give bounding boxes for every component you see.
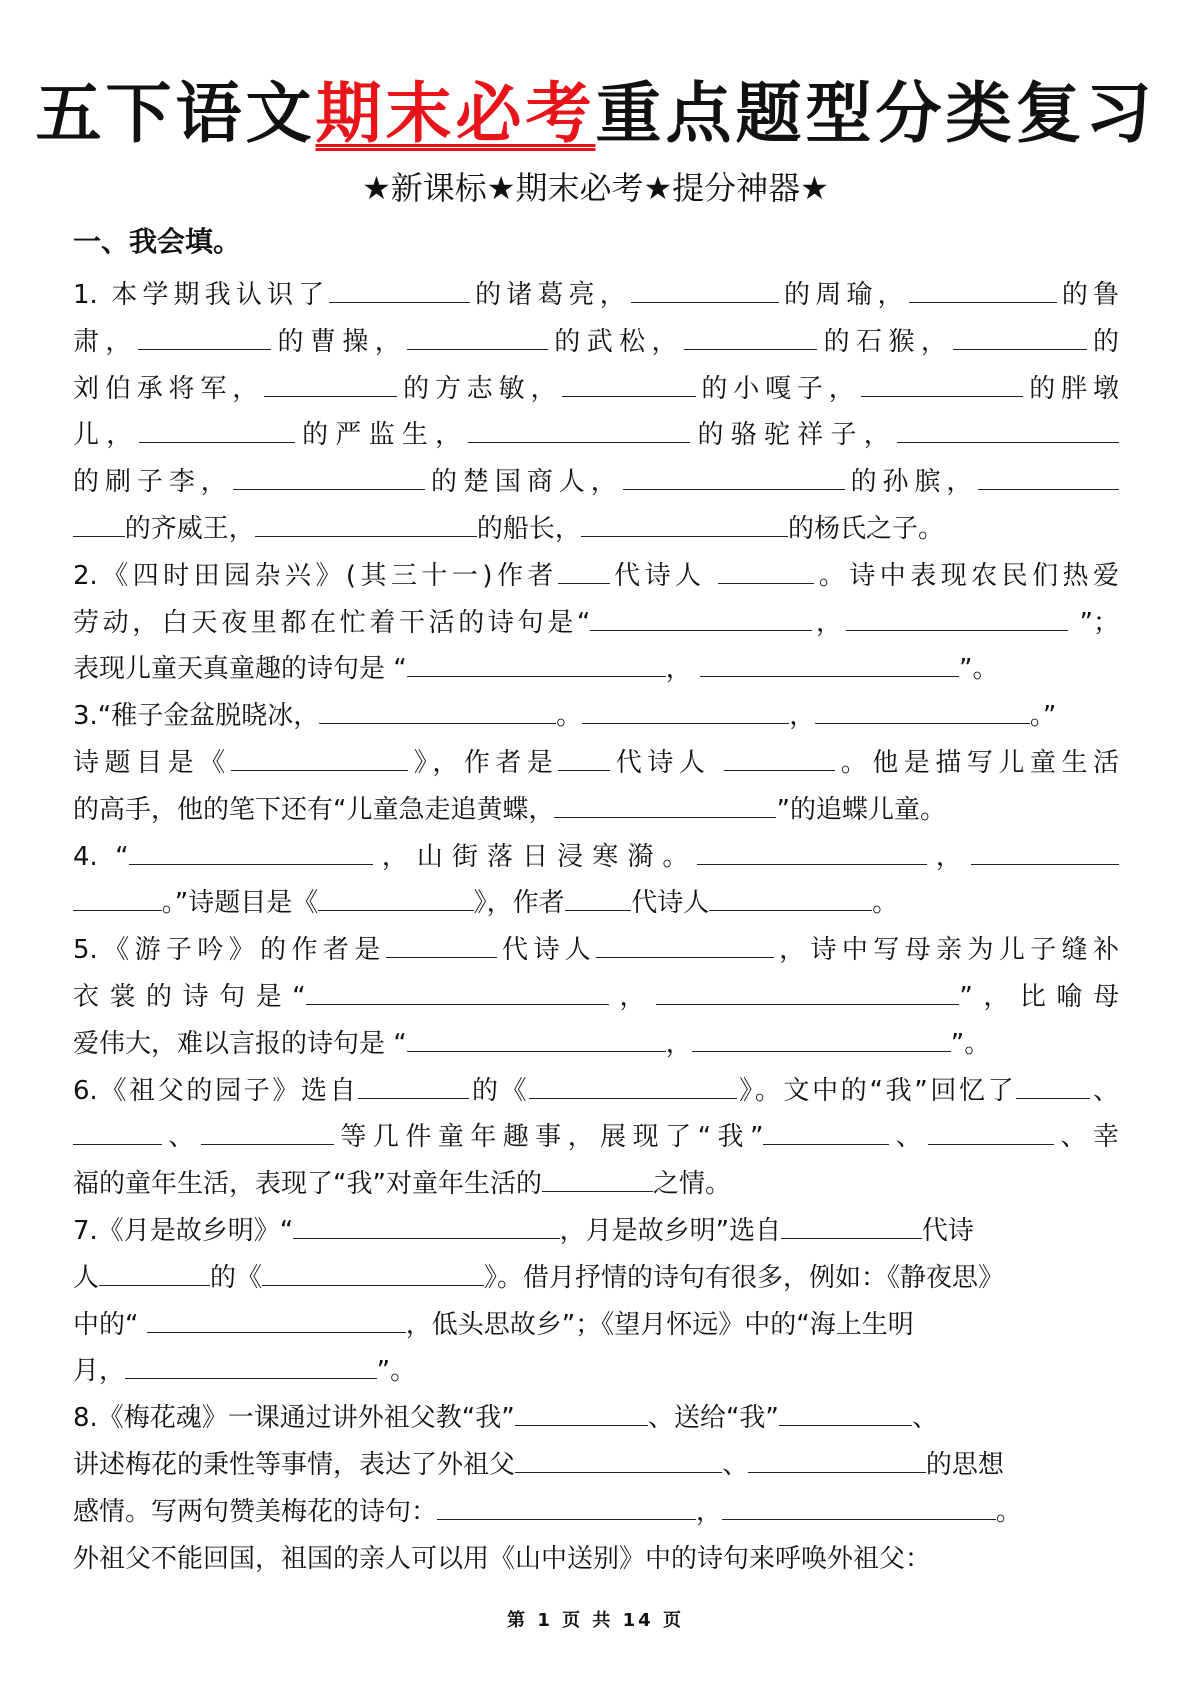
answer-blank[interactable] bbox=[953, 327, 1086, 350]
answer-blank[interactable] bbox=[763, 1122, 889, 1145]
line-text: ”的追蝶儿童。 bbox=[776, 794, 946, 825]
answer-blank[interactable] bbox=[468, 420, 690, 443]
answer-blank[interactable] bbox=[386, 935, 497, 958]
line-text: 的《 bbox=[469, 1075, 530, 1106]
answer-blank[interactable] bbox=[306, 982, 609, 1005]
title-part-1: 五下语文 bbox=[35, 75, 316, 152]
text-line bbox=[73, 1395, 1119, 1442]
answer-blank[interactable] bbox=[781, 1216, 922, 1239]
answer-blank[interactable] bbox=[264, 374, 397, 397]
answer-blank[interactable] bbox=[318, 888, 473, 911]
answer-blank[interactable] bbox=[554, 795, 776, 818]
line-text: ，诗中写母亲为儿子缝补 bbox=[773, 935, 1119, 966]
line-text: ， bbox=[926, 841, 971, 872]
line-text: 的周瑜， bbox=[778, 280, 909, 310]
section-heading: 一、我会填。 bbox=[73, 225, 242, 258]
text-line bbox=[73, 646, 1119, 693]
line-text: ， bbox=[665, 654, 701, 685]
line-text: 8.《梅花魂》一课通过讲外祖父教“我” bbox=[73, 1403, 515, 1434]
text-line bbox=[73, 600, 1119, 647]
line-text: 4. “ bbox=[73, 841, 129, 872]
text-line bbox=[73, 412, 1119, 459]
line-text: ， bbox=[789, 701, 816, 732]
answer-blank[interactable] bbox=[692, 1029, 951, 1052]
line-text: 的诸葛亮， bbox=[469, 280, 631, 310]
line-text: ”； bbox=[1067, 607, 1119, 638]
line-text: 代诗 bbox=[921, 1215, 974, 1246]
answer-blank[interactable] bbox=[529, 1076, 736, 1099]
answer-blank[interactable] bbox=[73, 1122, 162, 1145]
line-text: 》。文中的“我”回忆了 bbox=[736, 1075, 1017, 1106]
answer-blank[interactable] bbox=[861, 374, 1024, 397]
answer-blank[interactable] bbox=[596, 935, 774, 958]
answer-blank[interactable] bbox=[139, 420, 294, 443]
answer-blank[interactable] bbox=[138, 327, 271, 350]
text-line bbox=[73, 319, 1119, 366]
line-text: 之情。 bbox=[652, 1169, 731, 1200]
line-text: 、幸 bbox=[1054, 1122, 1119, 1153]
line-text: 爱伟大，难以言报的诗句是 “ bbox=[73, 1028, 407, 1059]
line-text: 讲述梅花的秉性等事情，表达了外祖父 bbox=[73, 1449, 516, 1480]
line-text: 、 bbox=[161, 1122, 201, 1153]
line-text: 儿， bbox=[73, 420, 140, 451]
line-text: 、 bbox=[1090, 1075, 1119, 1106]
line-text: ，山街落日浸寒漪。 bbox=[372, 841, 698, 872]
line-text: 代诗人 bbox=[496, 935, 597, 966]
answer-blank[interactable] bbox=[700, 654, 959, 677]
answer-blank[interactable] bbox=[262, 1263, 484, 1286]
line-text: 代诗人 bbox=[610, 747, 725, 778]
line-text: 代诗人 bbox=[631, 888, 710, 919]
answer-blank[interactable] bbox=[515, 1450, 722, 1473]
text-line bbox=[73, 974, 1119, 1021]
line-text: ， bbox=[812, 607, 846, 638]
text-line bbox=[73, 1208, 1119, 1255]
line-text: ， bbox=[608, 981, 657, 1012]
answer-blank[interactable] bbox=[971, 842, 1119, 865]
line-text: 的严监生， bbox=[294, 420, 469, 451]
line-text: 代诗人 bbox=[609, 560, 719, 591]
line-text: 的 bbox=[1086, 326, 1119, 357]
answer-blank[interactable] bbox=[718, 561, 814, 584]
answer-blank[interactable] bbox=[231, 748, 409, 771]
answer-blank[interactable] bbox=[293, 1216, 559, 1239]
answer-blank[interactable] bbox=[558, 748, 610, 771]
line-text: 的曹操， bbox=[271, 326, 408, 357]
answer-blank[interactable] bbox=[562, 374, 695, 397]
line-text: 的孙膑， bbox=[844, 467, 979, 498]
answer-blank[interactable] bbox=[319, 701, 556, 724]
answer-blank[interactable] bbox=[928, 1122, 1054, 1145]
text-line bbox=[73, 1161, 1119, 1208]
text-line bbox=[73, 927, 1119, 974]
answer-blank[interactable] bbox=[73, 888, 162, 911]
line-text: 的石猴， bbox=[817, 326, 954, 357]
answer-blank[interactable] bbox=[631, 280, 779, 303]
answer-blank[interactable] bbox=[437, 1497, 696, 1520]
text-line bbox=[73, 693, 1119, 740]
text-line bbox=[73, 787, 1119, 834]
answer-blank[interactable] bbox=[656, 982, 959, 1005]
line-text: 》，作者是 bbox=[408, 747, 559, 778]
line-text: 。 bbox=[995, 1496, 1022, 1527]
answer-blank[interactable] bbox=[147, 1310, 406, 1333]
line-text: 中的“ bbox=[73, 1309, 147, 1340]
line-text: 7.《月是故乡明》“ bbox=[73, 1215, 294, 1246]
answer-blank[interactable] bbox=[125, 1356, 377, 1379]
line-text: 外祖父不能回国，祖国的亲人可以用《山中送别》中的诗句来呼唤外祖父： bbox=[73, 1543, 932, 1574]
answer-blank[interactable] bbox=[407, 654, 666, 677]
answer-blank[interactable] bbox=[779, 1403, 912, 1426]
line-text: 。 bbox=[556, 701, 583, 732]
line-text: 的小嘎子， bbox=[695, 373, 861, 404]
answer-blank[interactable] bbox=[515, 1403, 648, 1426]
text-line bbox=[73, 1536, 1119, 1583]
line-text: 。 bbox=[872, 888, 899, 919]
line-text: 6.《祖父的园子》选自 bbox=[73, 1075, 359, 1106]
answer-blank[interactable] bbox=[329, 280, 470, 303]
answer-blank[interactable] bbox=[255, 514, 477, 537]
answer-blank[interactable] bbox=[724, 748, 835, 771]
text-line bbox=[73, 1255, 1119, 1302]
answer-blank[interactable] bbox=[542, 1169, 653, 1192]
line-text: 。” bbox=[1029, 701, 1057, 732]
line-text: 福的童年生活，表现了“我”对童年生活的 bbox=[73, 1169, 542, 1200]
text-line bbox=[73, 1489, 1119, 1536]
answer-blank[interactable] bbox=[722, 1497, 996, 1520]
title-highlight: 期末必考 bbox=[315, 75, 596, 152]
line-text: 的方志敏， bbox=[397, 373, 563, 404]
text-line bbox=[73, 1114, 1119, 1161]
answer-blank[interactable] bbox=[358, 1076, 469, 1099]
line-text: ，低头思故乡”；《望月怀远》中的“海上生明 bbox=[405, 1309, 914, 1340]
answer-blank[interactable] bbox=[581, 514, 788, 537]
answer-blank[interactable] bbox=[233, 467, 425, 490]
answer-blank[interactable] bbox=[623, 467, 845, 490]
answer-blank[interactable] bbox=[748, 1450, 926, 1473]
line-text: 的武松， bbox=[547, 326, 684, 357]
line-text: 的思想 bbox=[925, 1449, 1004, 1480]
line-text: 诗题目是《 bbox=[73, 747, 231, 778]
answer-blank[interactable] bbox=[709, 888, 872, 911]
text-line bbox=[73, 740, 1119, 787]
line-text: 的船长， bbox=[476, 513, 581, 544]
line-text: ，月是故乡明”选自 bbox=[559, 1215, 782, 1246]
line-text: 。”诗题目是《 bbox=[161, 888, 319, 919]
line-text: 的骆驼祥子， bbox=[690, 420, 897, 451]
title-part-2: 重点题型分类复习 bbox=[595, 75, 1156, 152]
answer-blank[interactable] bbox=[978, 467, 1119, 490]
answer-blank[interactable] bbox=[590, 608, 812, 631]
answer-blank[interactable] bbox=[1016, 1076, 1090, 1099]
line-text: 的鲁 bbox=[1056, 280, 1119, 310]
line-text: 2.《四时田园杂兴》(其三十一)作者 bbox=[73, 560, 558, 591]
line-text: 劳动，白天夜里都在忙着干活的诗句是“ bbox=[73, 607, 591, 638]
answer-blank[interactable] bbox=[565, 888, 632, 911]
line-text: 的《 bbox=[210, 1262, 263, 1293]
line-text: 的高手，他的笔下还有“儿童急走追黄蝶， bbox=[73, 794, 555, 825]
text-line bbox=[73, 1348, 1119, 1395]
answer-blank[interactable] bbox=[697, 842, 926, 865]
text-line bbox=[73, 834, 1119, 881]
line-text: 5.《游子吟》的作者是 bbox=[73, 935, 386, 966]
line-text: 肃， bbox=[73, 326, 138, 357]
line-text: 、 bbox=[889, 1122, 929, 1153]
page-title bbox=[0, 74, 1191, 154]
answer-blank[interactable] bbox=[129, 842, 373, 865]
line-text: 的楚国商人， bbox=[425, 467, 623, 498]
line-text: 刘伯承将军， bbox=[73, 373, 265, 404]
line-text: 人 bbox=[73, 1262, 100, 1293]
line-text: 月， bbox=[73, 1356, 126, 1387]
text-line bbox=[73, 880, 1119, 927]
line-text: 表现儿童天真童趣的诗句是 “ bbox=[73, 654, 407, 685]
subtitle: ★新课标★期末必考★提分神器★ bbox=[362, 169, 829, 207]
line-text: 、送给“我” bbox=[647, 1403, 779, 1434]
text-line bbox=[73, 506, 1119, 553]
answer-blank[interactable] bbox=[201, 1122, 334, 1145]
line-text: 》，作者 bbox=[473, 888, 565, 919]
answer-blank[interactable] bbox=[558, 561, 610, 584]
answer-blank[interactable] bbox=[815, 701, 1030, 724]
text-line bbox=[73, 553, 1119, 600]
line-text: 的齐威王， bbox=[124, 513, 255, 544]
line-text: ， bbox=[665, 1028, 692, 1059]
line-text: 》。借月抒情的诗句有很多，例如：《静夜思》 bbox=[484, 1262, 1005, 1293]
answer-blank[interactable] bbox=[407, 1029, 666, 1052]
line-text: ”。 bbox=[376, 1356, 417, 1387]
line-text: 感情。写两句赞美梅花的诗句： bbox=[73, 1496, 438, 1527]
text-line bbox=[73, 1442, 1119, 1489]
answer-blank[interactable] bbox=[407, 327, 548, 350]
answer-blank[interactable] bbox=[897, 420, 1119, 443]
line-text: 、 bbox=[912, 1403, 939, 1434]
answer-blank[interactable] bbox=[73, 514, 125, 537]
line-text: 衣裳的诗句是“ bbox=[73, 981, 306, 1012]
line-text: ”。 bbox=[950, 1028, 991, 1059]
line-text: 的杨氏之子。 bbox=[788, 513, 945, 544]
line-text: ”。 bbox=[959, 654, 999, 685]
text-line bbox=[73, 1302, 1119, 1349]
line-text: ， bbox=[696, 1496, 723, 1527]
answer-blank[interactable] bbox=[684, 327, 817, 350]
answer-blank[interactable] bbox=[909, 280, 1057, 303]
line-text: 的刷子李， bbox=[73, 467, 233, 498]
answer-blank[interactable] bbox=[99, 1263, 210, 1286]
line-text: 、 bbox=[722, 1449, 749, 1480]
line-text: 。诗中表现农民们热爱 bbox=[814, 560, 1119, 591]
answer-blank[interactable] bbox=[846, 608, 1068, 631]
text-line bbox=[73, 1021, 1119, 1068]
answer-blank[interactable] bbox=[582, 701, 789, 724]
line-text: 等几件童年趣事，展现了“我” bbox=[333, 1122, 764, 1153]
question-body bbox=[73, 272, 1119, 1582]
line-text: 1. 本学期我认识了 bbox=[73, 280, 330, 310]
page-number: 第 1 页 共 14 页 bbox=[507, 1610, 684, 1631]
text-line bbox=[73, 272, 1119, 319]
text-line bbox=[73, 459, 1119, 506]
text-line bbox=[73, 366, 1119, 413]
line-text: 3.“稚子金盆脱晓冰， bbox=[73, 701, 320, 732]
text-line bbox=[73, 1068, 1119, 1115]
line-text: ”，比喻母 bbox=[959, 981, 1119, 1012]
line-text: 的胖墩 bbox=[1023, 373, 1119, 404]
line-text: 。他是描写儿童生活 bbox=[835, 747, 1119, 778]
